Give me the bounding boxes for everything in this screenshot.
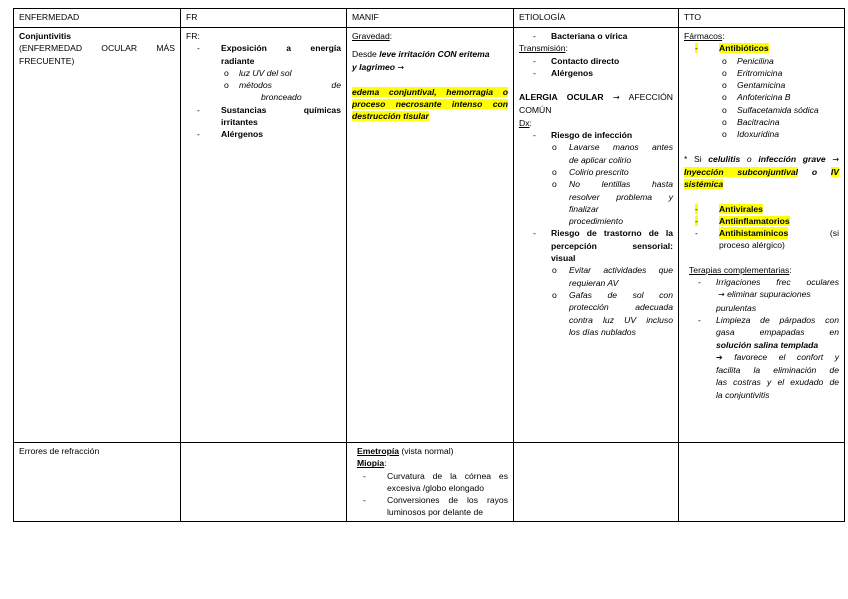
- list-item: [552, 141, 673, 166]
- list-item: [722, 79, 839, 91]
- list-item: [197, 42, 341, 67]
- tc-2f: las costras y el exudado de: [716, 377, 839, 388]
- dx-sub-3d: procedimiento: [569, 216, 623, 227]
- fr-item-1b: radiante: [221, 55, 255, 66]
- dx-sub-1b: de aplicar colirio: [569, 154, 632, 165]
- list-item: [552, 289, 673, 338]
- dash-bullet-icon: -: [695, 43, 698, 54]
- drug-name: Eritromicina: [737, 67, 783, 78]
- list-item: [197, 128, 341, 140]
- circle-bullet-icon: o: [552, 142, 557, 153]
- dash-bullet-icon: -: [363, 495, 366, 506]
- circle-bullet-icon: o: [224, 80, 229, 91]
- alergia-line2: COMÚN: [519, 105, 552, 116]
- list-item: [533, 30, 673, 42]
- fr-sub-2a: métodos de: [239, 80, 341, 91]
- circle-bullet-icon: o: [722, 80, 727, 91]
- trans-item-1: Contacto directo: [551, 55, 620, 66]
- dash-bullet-icon: -: [533, 67, 536, 78]
- list-item: [552, 264, 673, 289]
- list-item: [722, 116, 839, 128]
- cell-errores-tto: [679, 443, 845, 522]
- dx-sub-1a: Lavarse manos antes: [569, 142, 673, 153]
- drug-name: Anfotericina B: [737, 92, 791, 103]
- gravedad-severe-line2: proceso necrosante intenso con: [352, 99, 508, 110]
- cell-enfermedad: [14, 28, 181, 443]
- list-item: [363, 494, 508, 519]
- circle-bullet-icon: o: [224, 67, 229, 78]
- arrow-right-icon: →: [397, 62, 405, 72]
- cell-fr: [181, 28, 347, 443]
- dash-bullet-icon: -: [695, 203, 698, 214]
- drug-name: Penicilina: [737, 55, 774, 66]
- dash-bullet-icon: -: [363, 470, 366, 481]
- dx-sub-4b: requieran AV: [569, 277, 619, 288]
- dash-bullet-icon: -: [533, 31, 536, 41]
- dx-sub-5a: Gafas de sol con: [569, 289, 673, 300]
- gravedad-text-line1: Desde leve irritación CON eritema: [352, 49, 490, 60]
- cell-manif: [347, 28, 514, 443]
- table-row-conjuntivitis: [14, 28, 845, 443]
- miopia-2b: luminosos por delante de: [387, 507, 484, 518]
- circle-bullet-icon: o: [722, 55, 727, 66]
- dash-bullet-icon: -: [533, 55, 536, 66]
- dx-heading: Dx:: [519, 117, 532, 128]
- list-item: [533, 129, 673, 141]
- tto-antibioticos: Antibióticos: [719, 43, 769, 54]
- dx-item-1: Riesgo de infección: [551, 130, 633, 141]
- arrow-right-icon: →: [718, 290, 725, 300]
- circle-bullet-icon: o: [722, 92, 727, 103]
- etio-item-1: Bacteriana o vírica: [551, 31, 628, 41]
- list-item: [224, 79, 341, 104]
- dash-bullet-icon: -: [533, 228, 536, 239]
- dash-bullet-icon: -: [197, 43, 200, 54]
- fr-item-3: Alérgenos: [221, 129, 264, 140]
- tto-antivirales: Antivirales: [719, 203, 763, 214]
- bold-arrow-icon: ➔: [716, 352, 723, 362]
- dx-sub-2: Colirio prescrito: [569, 166, 629, 177]
- header-fr: FR: [181, 9, 347, 28]
- tc-2e: facilita la eliminación de: [716, 365, 839, 376]
- cell-errores-fr: [181, 443, 347, 522]
- tc-1c: purulentas: [716, 302, 757, 313]
- disease-name: Conjuntivitis: [19, 31, 72, 41]
- fr-sub-1: luz UV del sol: [239, 67, 292, 78]
- dx-sub-3a: No lentillas hasta: [569, 179, 673, 190]
- list-item: [224, 67, 341, 79]
- drug-name: Sulfacetamida sódica: [737, 104, 819, 115]
- dx-sub-5b: protección adecuada: [569, 302, 673, 313]
- arrow-right-icon: →: [612, 93, 620, 103]
- miopia-1a: Curvatura de la córnea es: [387, 470, 508, 481]
- circle-bullet-icon: o: [722, 67, 727, 78]
- tc-1b: → eliminar supuraciones: [718, 289, 811, 300]
- fr-item-1a: Exposición a energía: [221, 43, 341, 54]
- header-manif: MANIF: [347, 9, 514, 28]
- dx-sub-5d: los días nublados: [569, 326, 636, 337]
- list-item: [552, 166, 673, 178]
- list-item: [197, 104, 341, 129]
- list-item: [533, 227, 673, 264]
- fr-item-2b: irritantes: [221, 117, 258, 128]
- farmacos-heading: Fármacos:: [684, 31, 725, 41]
- dash-bullet-icon: -: [698, 277, 701, 288]
- miopia-2a: Conversiones de los rayos: [387, 495, 508, 506]
- transmision-heading: Transmisión:: [519, 43, 568, 54]
- circle-bullet-icon: o: [552, 265, 557, 276]
- list-item: [722, 67, 839, 79]
- gravedad-text-line2: y lagrimeo →: [352, 61, 405, 72]
- tto-note-line1: * Si celulitis o infección grave →: [684, 153, 840, 164]
- miopia-1b: excesiva /globo elongado: [387, 482, 484, 493]
- cell-errores-manif: [347, 443, 514, 522]
- list-item: [695, 227, 839, 252]
- dash-bullet-icon: -: [197, 129, 200, 140]
- tc-2d: ➔ favorece el confort y: [716, 351, 840, 362]
- list-item: [722, 104, 839, 116]
- tto-antih-si: (si: [829, 228, 839, 239]
- drug-name: Bacitracina: [737, 117, 780, 128]
- arrow-right-icon: →: [832, 154, 840, 164]
- drug-name: Idoxuridina: [737, 129, 780, 140]
- list-item: [698, 314, 839, 401]
- list-item: [722, 91, 839, 103]
- table-row-errores: [14, 443, 845, 522]
- tto-antiinflamatorios: Antiinflamatorios: [719, 215, 790, 226]
- header-enfermedad: ENFERMEDAD: [14, 9, 181, 28]
- dx-sub-4a: Evitar actividades que: [569, 265, 673, 276]
- tc-2c: solución salina templada: [716, 339, 819, 350]
- tto-note-line2: Inyección subconjuntival o IV: [684, 166, 839, 177]
- list-item: [722, 128, 839, 140]
- terapias-heading: Terapias complementarias:: [689, 264, 792, 275]
- list-item: [363, 470, 508, 495]
- tc-2g: la conjuntivitis: [716, 389, 770, 400]
- disease-subtitle-line1: (ENFERMEDAD OCULAR MÁS: [19, 43, 175, 54]
- circle-bullet-icon: o: [552, 289, 557, 300]
- dash-bullet-icon: -: [197, 104, 200, 115]
- dash-bullet-icon: -: [695, 215, 698, 226]
- miopia-heading: Miopía:: [357, 458, 387, 469]
- dx-item-2b: percepción sensorial:: [551, 240, 673, 251]
- tc-2a: Limpieza de párpados con: [716, 314, 839, 325]
- gravedad-severe-line3: destrucción tisular: [352, 111, 429, 122]
- fr-label: FR:: [186, 31, 200, 41]
- header-tto: TTO: [679, 9, 845, 28]
- disease-subtitle-line2: FRECUENTE): [19, 55, 75, 66]
- circle-bullet-icon: o: [722, 117, 727, 128]
- list-item: [698, 276, 839, 314]
- tto-note-line3: sistémica: [684, 179, 724, 190]
- dx-sub-3c: finalizar: [569, 203, 599, 214]
- list-item: [722, 55, 839, 67]
- dx-item-2a: Riesgo de trastorno de la: [551, 228, 673, 239]
- circle-bullet-icon: o: [552, 179, 557, 190]
- list-item: [533, 67, 673, 79]
- circle-bullet-icon: o: [552, 166, 557, 177]
- dx-sub-3b: resolver problema y: [569, 191, 673, 202]
- tto-antih-2: proceso alérgico): [719, 240, 785, 251]
- list-item: [695, 215, 839, 227]
- fr-sub-2b: bronceado: [261, 92, 302, 103]
- fr-item-2a: Sustancias químicas: [221, 104, 341, 115]
- tc-2b: gasa empapadas en: [716, 327, 839, 338]
- cell-errores-etiologia: [514, 443, 679, 522]
- cell-tto: [679, 28, 845, 443]
- cell-etiologia: [514, 28, 679, 443]
- cell-errores-enfermedad: Errores de refracción: [14, 443, 181, 522]
- dash-bullet-icon: -: [695, 228, 698, 239]
- emetropia-line: Emetropía (vista normal): [357, 446, 454, 456]
- document-table: [13, 8, 845, 522]
- dx-item-2c: visual: [551, 253, 576, 264]
- header-etiologia: ETIOLOGÍA: [514, 9, 679, 28]
- circle-bullet-icon: o: [722, 104, 727, 115]
- alergia-line1: ALERGIA OCULAR → AFECCIÓN: [519, 92, 674, 103]
- gravedad-heading: Gravedad:: [352, 31, 393, 41]
- tc-1a: Irrigaciones frec oculares: [716, 277, 839, 288]
- list-item: [552, 178, 673, 227]
- list-item: [695, 203, 839, 215]
- gravedad-severe-line1: edema conjuntival, hemorragia o: [352, 86, 508, 97]
- dash-bullet-icon: -: [698, 314, 701, 325]
- dx-sub-5c: contra luz UV incluso: [569, 314, 673, 325]
- list-item: [695, 42, 839, 54]
- list-item: [533, 55, 673, 67]
- drug-name: Gentamicina: [737, 80, 786, 91]
- dash-bullet-icon: -: [533, 130, 536, 141]
- tto-antihistaminicos: Antihistamínicos: [719, 228, 789, 239]
- trans-item-2: Alérgenos: [551, 67, 594, 78]
- header-row: [14, 9, 845, 28]
- drug-list: [684, 55, 839, 141]
- circle-bullet-icon: o: [722, 129, 727, 140]
